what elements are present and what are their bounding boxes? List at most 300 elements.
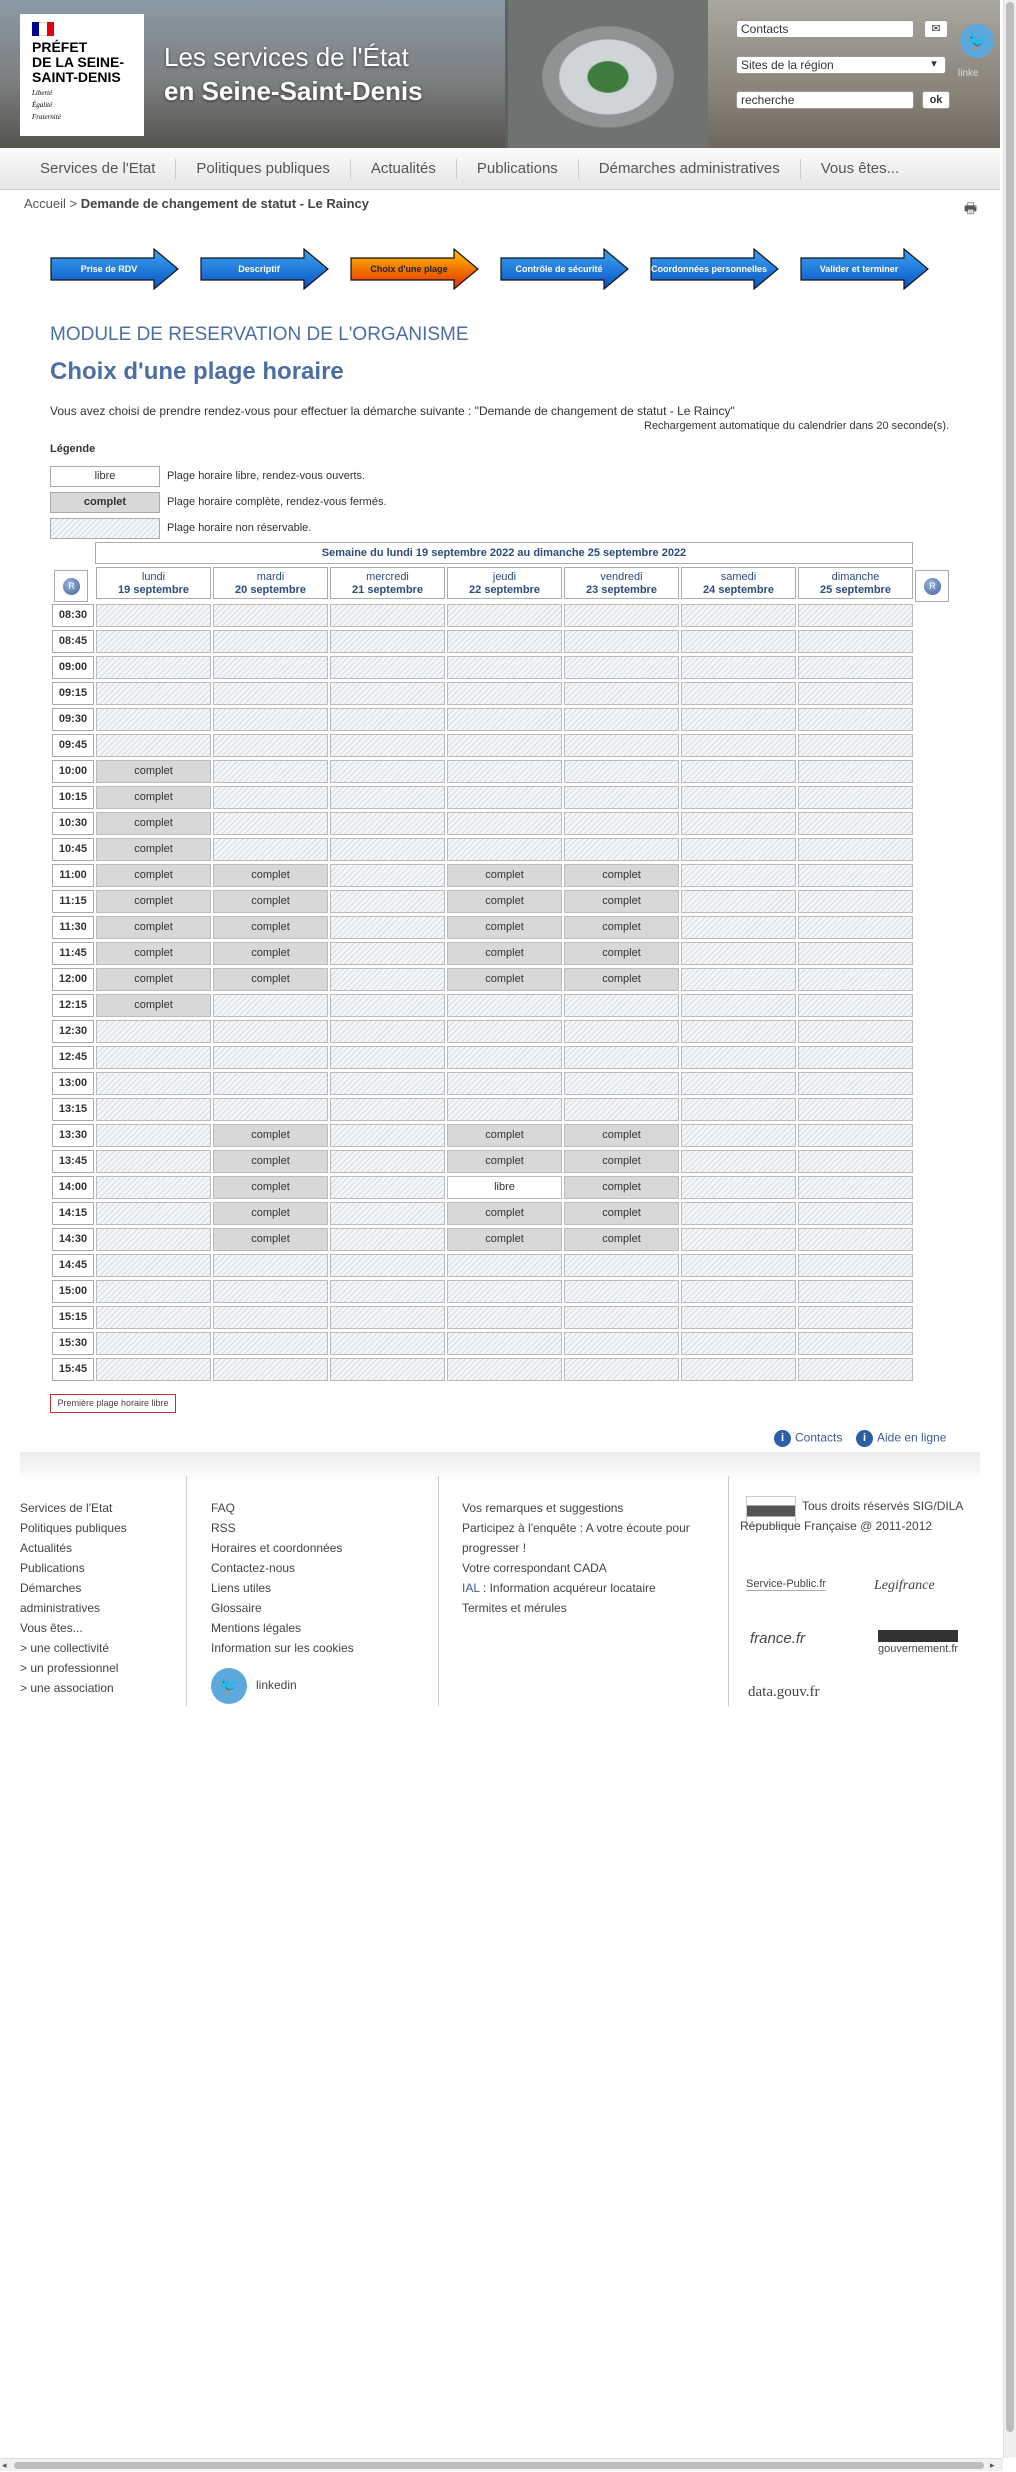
slot-unavailable: [96, 708, 211, 731]
nav-item-publications[interactable]: Publications: [457, 159, 579, 179]
logo-line: SAINT-DENIS: [32, 69, 121, 85]
footer-link[interactable]: Termites et mérules: [462, 1601, 567, 1615]
slot-full: complet: [96, 838, 211, 861]
contacts-help-label: Contacts: [795, 1430, 843, 1445]
slot-unavailable: [96, 1176, 211, 1199]
day-date: 23 septembre: [586, 584, 657, 596]
slot-unavailable: [681, 942, 796, 965]
slot-unavailable: [96, 1358, 211, 1381]
footer-link[interactable]: Participez à l'enquête : A votre écoute pour progresser !: [462, 1521, 690, 1555]
slot-unavailable: [798, 838, 913, 861]
day-header-jeudi: [447, 567, 562, 599]
footer-divider: [438, 1476, 439, 1706]
info-icon: i: [774, 1430, 791, 1447]
legend-full-desc: Plage horaire complète, rendez-vous fermés.: [167, 496, 387, 508]
slot-unavailable: [447, 656, 562, 679]
time-slot-label: 13:30: [52, 1124, 94, 1147]
slot-full: complet: [564, 1124, 679, 1147]
slot-full: complet: [564, 890, 679, 913]
slot-unavailable: [798, 1228, 913, 1251]
slot-unavailable: [798, 1046, 913, 1069]
footer-link[interactable]: > un professionnel: [20, 1661, 119, 1675]
slot-full: complet: [564, 942, 679, 965]
slot-unavailable: [447, 760, 562, 783]
slot-unavailable: [798, 1150, 913, 1173]
step-label: Contrôle de sécurité: [515, 264, 603, 274]
slot-full: complet: [213, 916, 328, 939]
slot-unavailable: [330, 1202, 445, 1225]
slot-unavailable: [330, 1046, 445, 1069]
slot-unavailable: [798, 968, 913, 991]
slot-unavailable: [96, 604, 211, 627]
slot-full: complet: [447, 968, 562, 991]
slot-unavailable: [447, 1254, 562, 1277]
slot-unavailable: [798, 630, 913, 653]
slot-unavailable: [447, 734, 562, 757]
breadcrumb-home[interactable]: Accueil: [24, 196, 66, 211]
previous-week-icon: R: [63, 578, 80, 595]
footer-link[interactable]: Politiques publiques: [20, 1521, 127, 1535]
step-6: [800, 248, 930, 290]
slot-unavailable: [681, 1176, 796, 1199]
time-slot-label: 15:30: [52, 1332, 94, 1355]
footer-link[interactable]: Contactez-nous: [211, 1561, 296, 1575]
slot-full: complet: [96, 968, 211, 991]
slot-unavailable: [681, 604, 796, 627]
print-icon[interactable]: 🖶: [964, 200, 978, 216]
slot-unavailable: [564, 604, 679, 627]
slot-full: complet: [564, 864, 679, 887]
slot-unavailable: [564, 1098, 679, 1121]
slot-unavailable: [330, 1176, 445, 1199]
footer-link[interactable]: > une association: [20, 1681, 114, 1695]
day-header-vendredi: [564, 567, 679, 599]
time-slot-label: 14:30: [52, 1228, 94, 1251]
nav-item-politiques[interactable]: Politiques publiques: [176, 159, 350, 179]
slot-unavailable: [798, 1358, 913, 1381]
horizontal-scrollbar[interactable]: [0, 2458, 1003, 2471]
slot-unavailable: [213, 1046, 328, 1069]
scroll-left-icon[interactable]: ◂: [2, 2460, 7, 2470]
contacts-link[interactable]: Contacts: [736, 20, 914, 38]
slot-full: complet: [564, 1228, 679, 1251]
first-free-slot-button[interactable]: Première plage horaire libre: [50, 1394, 176, 1413]
reload-countdown: Rechargement automatique du calendrier dans 20 seconde(s).: [644, 420, 950, 432]
day-header-lundi: [96, 567, 211, 599]
footer-col-1: [20, 1498, 127, 1698]
copyright: Tous droits réservés SIG/DILA République Française @ 2011-2012: [740, 1499, 963, 1533]
twitter-icon[interactable]: 🐦: [211, 1668, 247, 1704]
horizontal-scrollbar-thumb[interactable]: [14, 2462, 984, 2469]
step-2[interactable]: [200, 248, 330, 290]
slot-unavailable: [330, 1124, 445, 1147]
gouvernement-logo[interactable]: gouvernement.fr: [878, 1630, 958, 1655]
slot-unavailable: [798, 890, 913, 913]
slot-unavailable: [447, 812, 562, 835]
slot-unavailable: [213, 656, 328, 679]
legend-free-swatch: libre: [50, 466, 160, 487]
chevron-down-icon[interactable]: ▾: [931, 58, 937, 70]
slot-unavailable: [681, 656, 796, 679]
slot-full: complet: [213, 942, 328, 965]
time-slot-label: 10:15: [52, 786, 94, 809]
slot-unavailable: [213, 760, 328, 783]
time-slot-label: 13:45: [52, 1150, 94, 1173]
footer-link[interactable]: Publications: [20, 1561, 85, 1575]
mail-icon[interactable]: ✉: [924, 20, 948, 38]
slot-unavailable: [330, 1150, 445, 1173]
slot-unavailable: [96, 1332, 211, 1355]
nav-item-vous-etes[interactable]: Vous êtes...: [820, 159, 900, 177]
slot-unavailable: [681, 1020, 796, 1043]
footer-col-3: [462, 1498, 702, 1618]
logo-line: DE LA SEINE-: [32, 54, 125, 70]
slot-unavailable: [447, 1358, 562, 1381]
scroll-right-icon[interactable]: ▸: [990, 2460, 995, 2470]
slot-unavailable: [96, 656, 211, 679]
footer-link[interactable]: Horaires et coordonnées: [211, 1541, 343, 1555]
slot-unavailable: [330, 942, 445, 965]
slot-unavailable: [798, 1124, 913, 1147]
time-slot-label: 10:00: [52, 760, 94, 783]
nav-item-demarches[interactable]: Démarches administratives: [579, 159, 801, 179]
slot-unavailable: [447, 1280, 562, 1303]
slot-unavailable: [681, 890, 796, 913]
day-name: samedi: [720, 571, 757, 583]
contacts-help-link[interactable]: [774, 1430, 842, 1447]
slot-unavailable: [564, 734, 679, 757]
search-ok-button[interactable]: ok: [922, 91, 950, 109]
legifrance-logo[interactable]: Legifrance: [874, 1578, 935, 1593]
slot-unavailable: [681, 630, 796, 653]
marianne-flag-icon: [32, 22, 54, 36]
time-slot-label: 15:15: [52, 1306, 94, 1329]
footer-link[interactable]: Services de l'Etat: [20, 1501, 113, 1515]
footer-link[interactable]: FAQ: [211, 1501, 236, 1515]
slot-unavailable: [330, 994, 445, 1017]
site-title-line1: Les services de l'État: [164, 42, 409, 72]
slot-unavailable: [564, 994, 679, 1017]
slot-unavailable: [330, 968, 445, 991]
time-slot-label: 11:30: [52, 916, 94, 939]
slot-unavailable: [330, 1280, 445, 1303]
slot-unavailable: [330, 708, 445, 731]
slot-unavailable: [564, 1280, 679, 1303]
slot-unavailable: [681, 1098, 796, 1121]
footer-link[interactable]: Information sur les cookies: [211, 1641, 354, 1655]
step-4: [500, 248, 630, 290]
legend-na-swatch: [50, 518, 160, 539]
slot-unavailable: [447, 1046, 562, 1069]
slot-full: complet: [96, 890, 211, 913]
slot-unavailable: [564, 760, 679, 783]
slot-free[interactable]: libre: [447, 1176, 562, 1199]
time-slot-label: 12:15: [52, 994, 94, 1017]
slot-unavailable: [564, 786, 679, 809]
slot-unavailable: [330, 760, 445, 783]
info-icon: i: [856, 1430, 873, 1447]
nav-item-services[interactable]: Services de l'Etat: [20, 159, 176, 179]
slot-unavailable: [447, 1332, 562, 1355]
slot-full: complet: [447, 1124, 562, 1147]
slot-unavailable: [330, 734, 445, 757]
slot-unavailable: [681, 1254, 796, 1277]
slot-unavailable: [681, 916, 796, 939]
footer-link[interactable]: Glossaire: [211, 1601, 262, 1615]
vertical-scrollbar-thumb[interactable]: [1006, 2, 1014, 2432]
slot-unavailable: [798, 1202, 913, 1225]
slot-unavailable: [681, 1072, 796, 1095]
motto-line: Égalité: [32, 101, 53, 109]
slot-unavailable: [681, 1202, 796, 1225]
ial-text: : Information acquéreur locataire: [479, 1581, 656, 1595]
slot-full: complet: [447, 890, 562, 913]
motto-line: Liberté: [32, 89, 53, 97]
breadcrumb: [24, 196, 369, 211]
slot-unavailable: [447, 682, 562, 705]
slot-unavailable: [564, 1306, 679, 1329]
next-week-button[interactable]: [915, 570, 949, 602]
slot-unavailable: [564, 1358, 679, 1381]
slot-unavailable: [681, 682, 796, 705]
slot-unavailable: [96, 1072, 211, 1095]
slot-unavailable: [798, 1306, 913, 1329]
legend-full-swatch: complet: [50, 492, 160, 513]
step-1[interactable]: [50, 248, 180, 290]
slot-full: complet: [96, 864, 211, 887]
slot-unavailable: [798, 734, 913, 757]
slot-unavailable: [213, 1020, 328, 1043]
nav-item-actualites[interactable]: Actualités: [351, 159, 457, 179]
slot-unavailable: [330, 890, 445, 913]
time-slot-label: 11:45: [52, 942, 94, 965]
time-slot-label: 09:30: [52, 708, 94, 731]
search-input[interactable]: recherche: [736, 91, 914, 109]
slot-unavailable: [798, 994, 913, 1017]
slot-full: complet: [564, 1150, 679, 1173]
time-slot-label: 09:45: [52, 734, 94, 757]
slot-unavailable: [330, 1358, 445, 1381]
slot-full: complet: [564, 1202, 679, 1225]
slot-unavailable: [681, 994, 796, 1017]
slot-unavailable: [96, 630, 211, 653]
slot-unavailable: [213, 838, 328, 861]
slot-unavailable: [564, 1072, 679, 1095]
step-label: Coordonnées personnelles: [650, 264, 768, 274]
site-title[interactable]: [164, 40, 423, 108]
motto-line: Fraternité: [32, 113, 61, 121]
footer-link[interactable]: Démarches: [20, 1581, 82, 1595]
slot-unavailable: [330, 656, 445, 679]
slot-full: complet: [213, 864, 328, 887]
slot-unavailable: [330, 682, 445, 705]
slot-full: complet: [96, 942, 211, 965]
slot-unavailable: [564, 1332, 679, 1355]
footer-link[interactable]: Actualités: [20, 1541, 73, 1555]
footer-col-2: [211, 1498, 354, 1658]
slot-unavailable: [330, 1254, 445, 1277]
slot-unavailable: [798, 1176, 913, 1199]
slot-unavailable: [96, 1280, 211, 1303]
slot-unavailable: [330, 1332, 445, 1355]
slot-unavailable: [213, 1280, 328, 1303]
footer-link[interactable]: Liens utiles: [211, 1581, 272, 1595]
slot-unavailable: [447, 1020, 562, 1043]
slot-unavailable: [798, 604, 913, 627]
slot-unavailable: [96, 1202, 211, 1225]
prefecture-logo[interactable]: [20, 14, 144, 136]
slot-unavailable: [798, 682, 913, 705]
online-help-link[interactable]: [856, 1430, 946, 1447]
data-gouv-logo[interactable]: data.gouv.fr: [748, 1684, 820, 1700]
day-date: 22 septembre: [469, 584, 540, 596]
slot-full: complet: [96, 994, 211, 1017]
day-date: 25 septembre: [820, 584, 891, 596]
slot-unavailable: [447, 838, 562, 861]
legend-title: Légende: [50, 443, 96, 455]
time-slot-label: 14:15: [52, 1202, 94, 1225]
slot-unavailable: [447, 1072, 562, 1095]
footer-separator: [20, 1452, 980, 1482]
slot-unavailable: [681, 838, 796, 861]
slot-unavailable: [213, 1332, 328, 1355]
france-fr-logo[interactable]: france.fr: [750, 1630, 806, 1647]
slot-full: complet: [564, 916, 679, 939]
slot-unavailable: [564, 682, 679, 705]
intro-text: Vous avez choisi de prendre rendez-vous pour effectuer la démarche suivante : "Demande de changement de statut - Le Raincy": [50, 404, 735, 418]
day-date: 19 septembre: [118, 584, 189, 596]
footer-link[interactable]: RSS: [211, 1521, 236, 1535]
slot-unavailable: [96, 1020, 211, 1043]
time-slot-label: 11:00: [52, 864, 94, 887]
slot-unavailable: [681, 1280, 796, 1303]
slot-unavailable: [798, 760, 913, 783]
slot-full: complet: [96, 812, 211, 835]
time-slot-label: 10:30: [52, 812, 94, 835]
header-banner: [0, 0, 1000, 148]
slot-unavailable: [330, 604, 445, 627]
previous-week-button[interactable]: [54, 570, 88, 602]
slot-full: complet: [447, 916, 562, 939]
slot-unavailable: [798, 812, 913, 835]
slot-unavailable: [798, 1254, 913, 1277]
slot-unavailable: [447, 604, 562, 627]
footer-link[interactable]: administratives: [20, 1601, 101, 1615]
page-title: Choix d'une plage horaire: [50, 358, 344, 385]
day-header-dimanche: [798, 567, 913, 599]
legend-na-desc: Plage horaire non réservable.: [167, 522, 312, 534]
slot-unavailable: [213, 682, 328, 705]
slot-unavailable: [564, 656, 679, 679]
banner-photo-stadium: [508, 0, 708, 148]
day-name: vendredi: [600, 571, 643, 583]
time-slot-label: 13:15: [52, 1098, 94, 1121]
slot-unavailable: [330, 1020, 445, 1043]
footer-link[interactable]: [462, 1578, 702, 1598]
slot-full: complet: [564, 1176, 679, 1199]
slot-unavailable: [96, 1150, 211, 1173]
logo-line: PRÉFET: [32, 39, 88, 55]
footer-link[interactable]: Vous êtes...: [20, 1621, 83, 1635]
day-header-mercredi: [330, 567, 445, 599]
slot-full: complet: [96, 786, 211, 809]
slot-unavailable: [213, 994, 328, 1017]
linkedin-image-alt[interactable]: linke: [958, 68, 979, 79]
slot-unavailable: [213, 1358, 328, 1381]
day-name: jeudi: [492, 571, 517, 583]
day-name: dimanche: [831, 571, 880, 583]
footer-divider: [186, 1476, 187, 1706]
time-slot-label: 15:45: [52, 1358, 94, 1381]
slot-unavailable: [447, 994, 562, 1017]
slot-unavailable: [96, 682, 211, 705]
slot-unavailable: [681, 708, 796, 731]
day-date: 20 septembre: [235, 584, 306, 596]
slot-full: complet: [213, 1228, 328, 1251]
slot-full: complet: [447, 1150, 562, 1173]
slot-unavailable: [330, 1098, 445, 1121]
slot-unavailable: [564, 1020, 679, 1043]
time-slot-label: 14:00: [52, 1176, 94, 1199]
time-slot-label: 09:15: [52, 682, 94, 705]
time-slot-label: 10:45: [52, 838, 94, 861]
service-public-logo[interactable]: Service-Public.fr: [746, 1578, 827, 1590]
slot-unavailable: [798, 656, 913, 679]
slot-unavailable: [798, 1280, 913, 1303]
next-week-icon: R: [924, 578, 941, 595]
site-title-line2: en Seine-Saint-Denis: [164, 76, 423, 106]
day-date: 24 septembre: [703, 584, 774, 596]
slot-unavailable: [213, 1072, 328, 1095]
time-slot-label: 12:30: [52, 1020, 94, 1043]
slot-unavailable: [681, 1358, 796, 1381]
linkedin-link[interactable]: linkedin: [256, 1678, 297, 1692]
region-select[interactable]: Sites de la région: [736, 56, 946, 74]
slot-unavailable: [447, 1306, 562, 1329]
legend-free-desc: Plage horaire libre, rendez-vous ouverts.: [167, 470, 366, 482]
slot-unavailable: [330, 1306, 445, 1329]
time-slot-label: 13:00: [52, 1072, 94, 1095]
slot-unavailable: [330, 812, 445, 835]
slot-unavailable: [798, 1098, 913, 1121]
vertical-scrollbar[interactable]: [1003, 0, 1016, 2458]
time-slot-label: 12:00: [52, 968, 94, 991]
slot-unavailable: [447, 708, 562, 731]
slot-unavailable: [681, 864, 796, 887]
slot-unavailable: [330, 838, 445, 861]
slot-full: complet: [96, 760, 211, 783]
slot-unavailable: [213, 1306, 328, 1329]
slot-unavailable: [96, 1046, 211, 1069]
online-help-label: Aide en ligne: [877, 1430, 947, 1445]
slot-unavailable: [798, 1020, 913, 1043]
time-slot-label: 12:45: [52, 1046, 94, 1069]
slot-unavailable: [564, 630, 679, 653]
slot-unavailable: [330, 786, 445, 809]
footer-link[interactable]: > une collectivité: [20, 1641, 110, 1655]
day-date: 21 septembre: [352, 584, 423, 596]
slot-unavailable: [681, 968, 796, 991]
footer-divider: [728, 1476, 729, 1706]
twitter-icon[interactable]: 🐦: [960, 24, 994, 58]
footer-link[interactable]: Mentions légales: [211, 1621, 302, 1635]
slot-full: complet: [213, 1150, 328, 1173]
time-slot-label: 08:45: [52, 630, 94, 653]
day-header-mardi: [213, 567, 328, 599]
slot-unavailable: [330, 1072, 445, 1095]
footer-link[interactable]: Vos remarques et suggestions: [462, 1501, 624, 1515]
footer-link[interactable]: Votre correspondant CADA: [462, 1561, 607, 1575]
